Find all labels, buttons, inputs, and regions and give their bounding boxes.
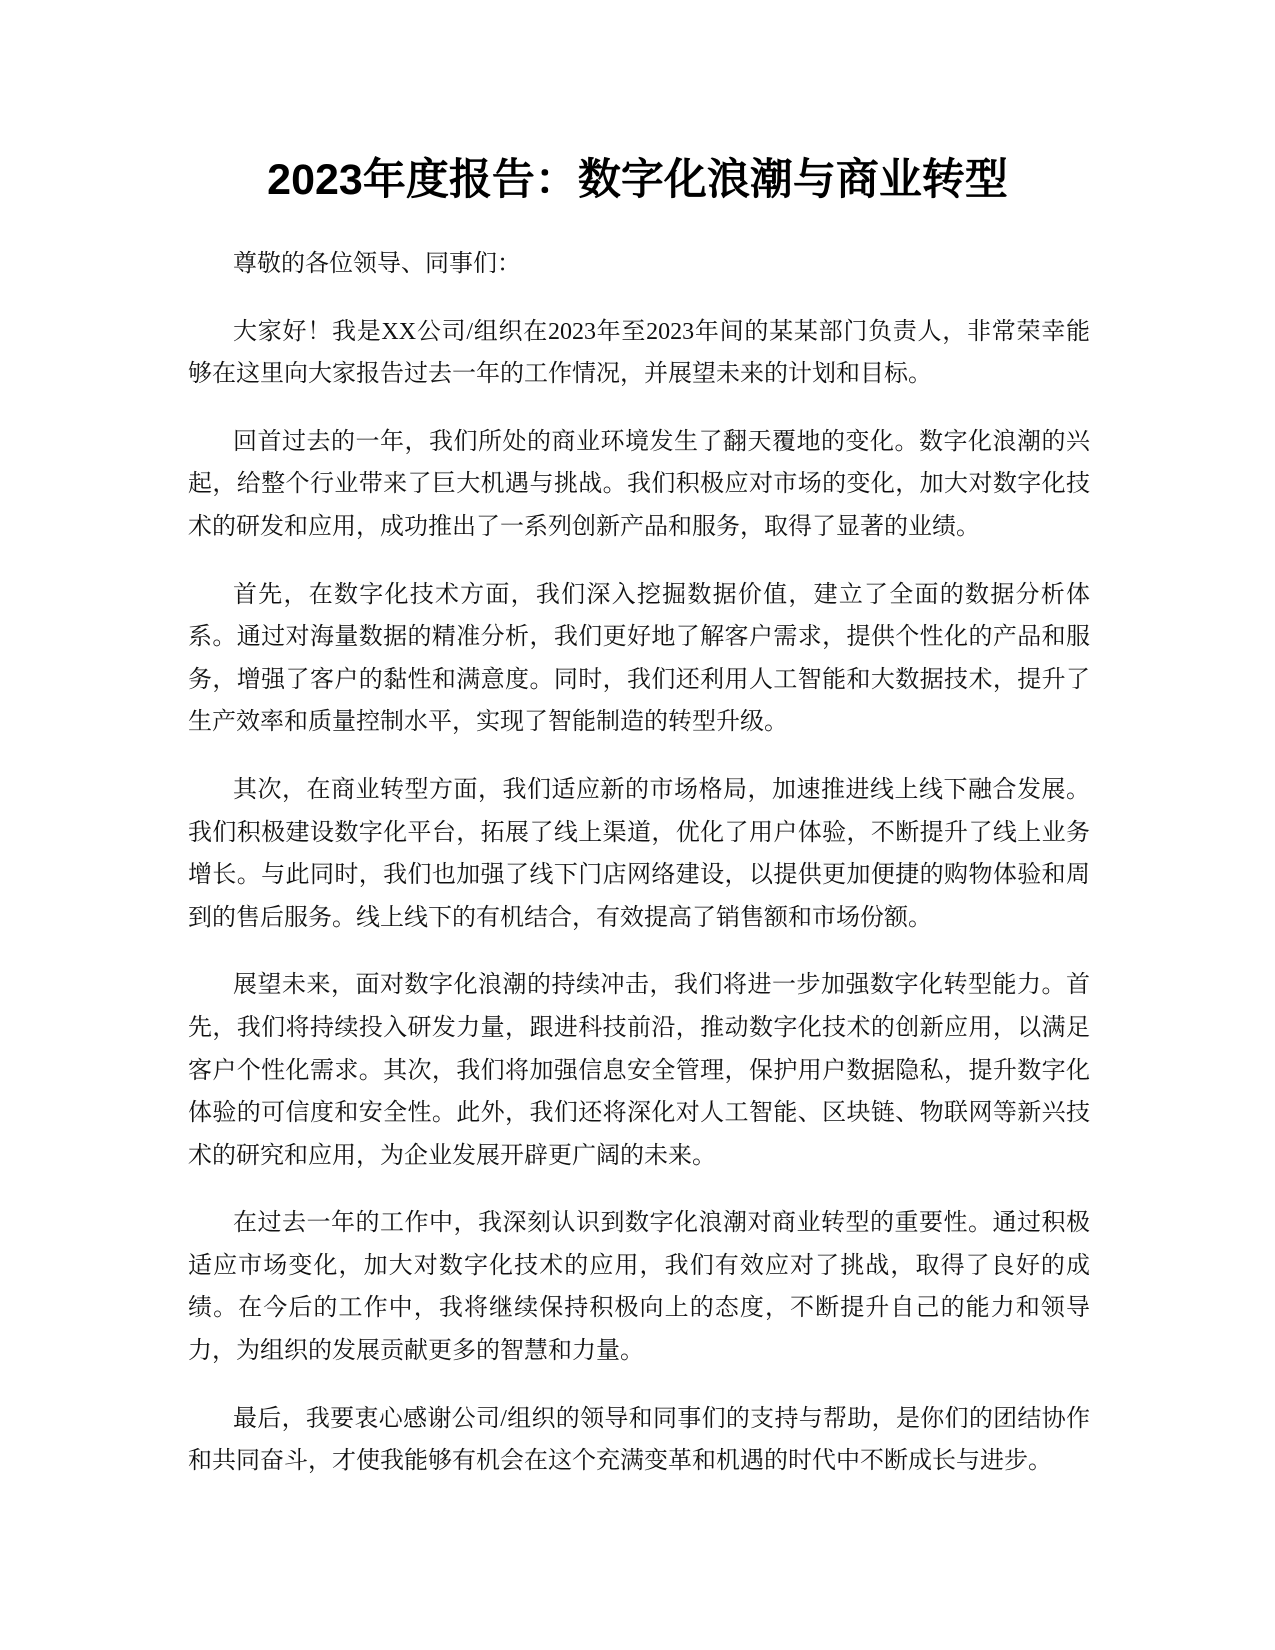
digital-technology-paragraph: 首先，在数字化技术方面，我们深入挖掘数据价值，建立了全面的数据分析体系。通过对海量数据的精准分析，我们更好地了解客户需求，提供个性化的产品和服务，增强了客户的黏性和满意度。同时，我们还利用人工智能和大数据技术，提升了生产效率和质量控制水平，实现了智能制造的转型升级。 xyxy=(188,581,1090,736)
salutation-paragraph: 尊敬的各位领导、同事们： xyxy=(233,251,521,277)
reflection-paragraph: 在过去一年的工作中，我深刻认识到数字化浪潮对商业转型的重要性。通过积极适应市场变化，加大对数字化技术的应用，我们有效应对了挑战，取得了良好的成绩。在今后的工作中，我将继续保持积极向上的态度，不断提升自己的能力和领导力，为组织的发展贡献更多的智慧和力量。 xyxy=(188,1210,1090,1365)
business-transformation-paragraph: 其次，在商业转型方面，我们适应新的市场格局，加速推进线上线下融合发展。我们积极建设数字化平台，拓展了线上渠道，优化了用户体验，不断提升了线上业务增长。与此同时，我们也加强了线下门店网络建设，以提供更加便捷的购物体验和周到的售后服务。线上线下的有机结合，有效提高了销售额和市场份额。 xyxy=(188,776,1090,931)
outlook-paragraph: 展望未来，面对数字化浪潮的持续冲击，我们将进一步加强数字化转型能力。首先，我们将持续投入研发力量，跟进科技前沿，推动数字化技术的创新应用，以满足客户个性化需求。其次，我们将加强信息安全管理，保护用户数据隐私，提升数字化体验的可信度和安全性。此外，我们还将深化对人工智能、区块链、物联网等新兴技术的研究和应用，为企业发展开辟更广阔的未来。 xyxy=(188,972,1090,1169)
introduction-paragraph: 大家好！我是XX公司/组织在2023年至2023年间的某某部门负责人，非常荣幸能够在这里向大家报告过去一年的工作情况，并展望未来的计划和目标。 xyxy=(188,318,1090,388)
document-body xyxy=(188,243,1090,1508)
review-paragraph: 回首过去的一年，我们所处的商业环境发生了翻天覆地的变化。数字化浪潮的兴起，给整个行业带来了巨大机遇与挑战。我们积极应对市场的变化，加大对数字化技术的研发和应用，成功推出了一系列创新产品和服务，取得了显著的业绩。 xyxy=(188,428,1090,540)
document-title: 2023年度报告：数字化浪潮与商业转型 xyxy=(267,156,1008,204)
acknowledgement-paragraph: 最后，我要衷心感谢公司/组织的领导和同事们的支持与帮助，是你们的团结协作和共同奋斗，才使我能够有机会在这个充满变革和机遇的时代中不断成长与进步。 xyxy=(188,1405,1090,1475)
